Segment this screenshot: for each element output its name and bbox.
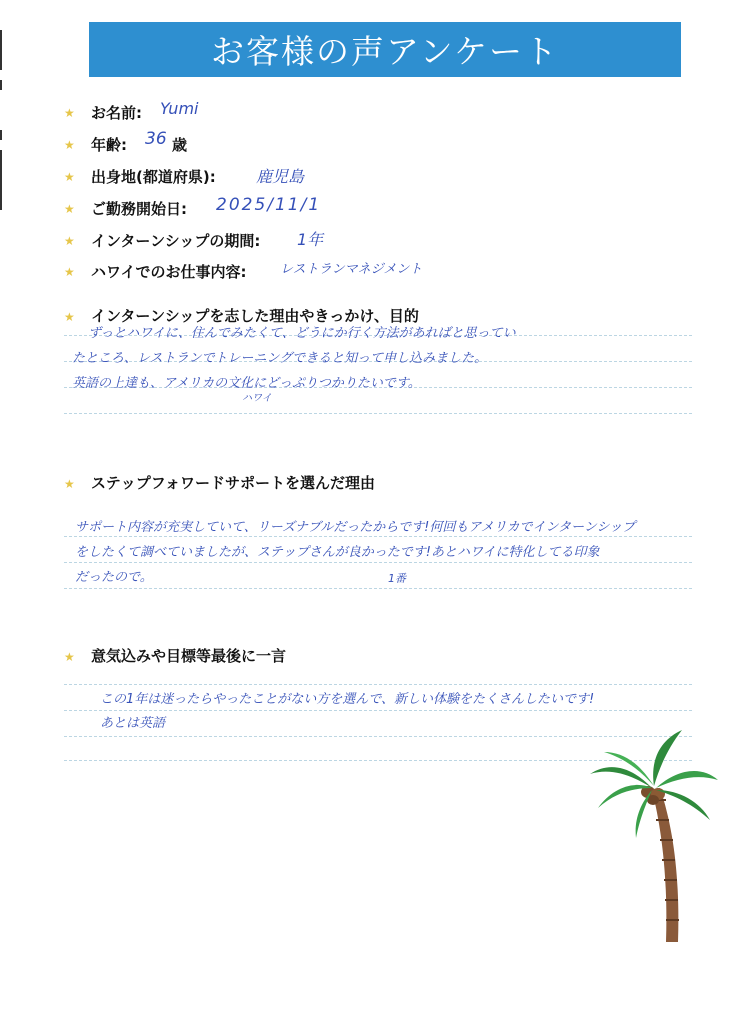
ruled-line xyxy=(64,536,692,537)
section-title-choice: ステップフォワードサポートを選んだ理由 xyxy=(91,474,375,492)
job-value: レストランマネジメント xyxy=(280,262,423,277)
page-title: お客様の声アンケート xyxy=(210,32,560,71)
ruled-line xyxy=(64,684,692,685)
star-icon: ★ xyxy=(64,170,75,184)
job-label: ハワイでのお仕事内容: xyxy=(91,263,247,281)
section-title-reason: インターンシップを志した理由やきっかけ、目的 xyxy=(91,307,419,325)
name-value: Yumi xyxy=(160,99,199,118)
star-icon: ★ xyxy=(64,138,75,152)
star-icon: ★ xyxy=(64,106,75,120)
answer-line: 英語の上達も、アメリカの文化にどっぷりつかりたいです。 xyxy=(72,376,421,391)
period-value: 1年 xyxy=(297,230,324,249)
star-icon: ★ xyxy=(64,202,75,216)
answer-line: サポート内容が充実していて、リーズナブルだったからです!何回もアメリカでインターンシップ xyxy=(75,520,636,535)
hometown-label: 出身地(都道府県): xyxy=(91,168,216,186)
star-icon: ★ xyxy=(64,310,75,324)
answer-line: だったので。 xyxy=(75,570,153,585)
ruled-line xyxy=(64,413,692,414)
answer-line: をしたくて調べていましたが、ステップさんが良かったです!あとハワイに特化してる印象 xyxy=(75,545,600,560)
answer-note: ハワイ xyxy=(242,393,272,404)
ruled-line xyxy=(64,588,692,589)
ruled-line xyxy=(64,710,692,711)
star-icon: ★ xyxy=(64,477,75,491)
age-value: 36 xyxy=(145,129,167,149)
scan-edge-mark xyxy=(0,150,2,210)
title-banner xyxy=(89,22,681,77)
scan-edge-mark xyxy=(0,80,2,90)
section-title-goal: 意気込みや目標等最後に一言 xyxy=(91,647,287,665)
star-icon: ★ xyxy=(64,234,75,248)
age-label: 年齢: xyxy=(91,136,127,154)
hometown-value: 鹿児島 xyxy=(256,167,305,186)
start-date-label: ご勤務開始日: xyxy=(91,200,187,218)
period-label: インターンシップの期間: xyxy=(91,232,261,250)
answer-note: 1番 xyxy=(388,572,406,585)
scan-edge-mark xyxy=(0,30,2,70)
scan-edge-mark xyxy=(0,130,2,140)
star-icon: ★ xyxy=(64,265,75,279)
start-date-value: 2025/11/1 xyxy=(216,195,322,215)
name-label: お名前: xyxy=(91,104,142,122)
palm-tree-icon xyxy=(590,730,720,945)
answer-line: ずっとハワイに、住んでみたくて、どうにか行く方法があればと思ってい xyxy=(88,326,516,341)
answer-line: あとは英語 xyxy=(100,716,166,731)
ruled-line xyxy=(64,562,692,563)
star-icon: ★ xyxy=(64,650,75,664)
answer-line: たところ、レストランでトレーニングできると知って申し込みました。 xyxy=(72,351,488,366)
answer-line: この1年は迷ったらやったことがない方を選んで、新しい体験をたくさんしたいです! xyxy=(100,692,595,707)
age-unit: 歳 xyxy=(172,136,188,154)
